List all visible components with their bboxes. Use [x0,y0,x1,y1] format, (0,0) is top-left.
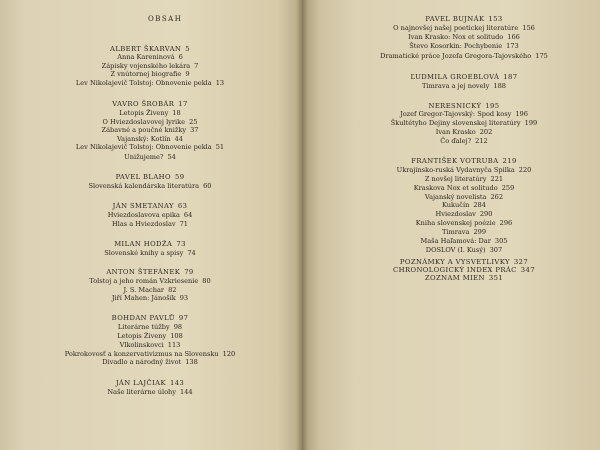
toc-entry-title: Tolstoj a jeho román Vzkriesenie [89,277,199,285]
toc-entry [124,286,177,294]
toc-author-heading [113,202,188,210]
toc-entry [400,110,528,118]
toc-page-number: 54 [167,153,176,161]
toc-page-number: 120 [222,350,236,358]
toc-page-number: 37 [190,126,199,134]
toc-page-number: 6 [178,53,183,61]
toc-entry-title: JÁN SMETANAY [112,202,174,210]
toc-entry [425,175,503,183]
toc-entry [119,109,180,117]
toc-entry-title: Literárne túžby [117,323,170,331]
toc-entry-title: Kraskova Nox et solitudo [413,184,498,192]
toc-entry-title: Vlkolinskovci [119,341,164,349]
toc-entry-title: Kniha slovenskej poézie [415,219,496,227]
toc-entry [107,388,192,396]
toc-page-number: 63 [177,202,188,210]
toc-entry [102,358,198,366]
toc-page-number: 305 [494,237,508,245]
toc-page-number: 93 [179,294,189,302]
toc-entry [440,137,487,145]
toc-page-number: 13 [215,79,225,87]
toc-entry-title: ĽUDMILA GROEBLOVÁ [410,73,500,81]
toc-page-number: 290 [479,210,493,218]
toc-entry-title: Divadlo a národný život [102,358,182,366]
right-page [302,0,600,450]
toc-page-number: 18 [172,109,181,117]
toc-page-number: 9 [185,70,190,78]
toc-page-number: 138 [185,358,198,366]
toc-entry-title: Unižujeme? [124,153,164,161]
toc-entry-title: MILAN HODŽA [114,240,173,248]
toc-page-number: 144 [180,388,193,396]
toc-entry-title: ALBERT ŠKARVAN [110,45,182,53]
toc-page-number: 262 [490,193,504,201]
contents-title: OBSAH [148,15,183,23]
toc-entry-title: Vajanský novelista [424,193,487,201]
toc-entry-title: Naše literárne úlohy [107,388,177,396]
toc-entry [425,193,503,201]
toc-page-number: 153 [488,15,503,23]
toc-entry-title: Hlas a Hviezdoslav [112,220,176,228]
toc-page-number: 59 [174,173,185,181]
toc-entry-title: Letopis Živeny [119,109,169,117]
toc-author-heading [116,173,185,181]
toc-entry-title: ANTON ŠTEFÁNEK [106,268,181,276]
toc-entry-title: Kukučín [442,201,470,209]
toc-entry [117,53,183,61]
toc-entry [442,228,486,236]
toc-entry-title: BOHDAN PAVLŮ [111,314,175,322]
toc-entry [393,24,535,32]
toc-entry [436,128,493,136]
toc-entry-title: FRANTIŠEK VOTRUBA [411,157,499,165]
toc-entry [442,201,486,209]
toc-page-number: 196 [515,110,528,118]
toc-page-number: 175 [535,52,548,60]
toc-author-heading [393,266,535,274]
toc-entry-title: CHRONOLOGICKÝ INDEX PRÁC [393,266,517,274]
toc-entry-title: PAVEL BUJNÁK [425,15,485,23]
book-gutter [296,0,308,450]
toc-entry [118,323,182,331]
toc-entry-title: ZOZNAM MIEN [424,274,485,282]
toc-page-number: 173 [506,42,519,50]
toc-entry [117,332,183,340]
toc-entry [108,211,193,219]
toc-entry [112,220,188,228]
toc-entry-title: Lev Nikolajevič Tolstoj: Obnovenie pekla [75,79,212,87]
toc-entry-title: Slovenská kalendárska literatúra [88,182,200,190]
toc-page-number: 166 [507,33,520,41]
toc-entry [110,70,189,78]
toc-entry-title: J. S. Machar [123,286,165,294]
toc-page-number: 156 [522,24,535,32]
toc-entry-title: Škultétyho Dejiny slovenskej literatúry [390,119,521,127]
toc-author-heading [411,157,516,165]
toc-entry-title: POZNÁMKY A VYSVETLIVKY [399,258,510,266]
toc-page-number: 202 [479,128,493,136]
toc-entry-title: Maša Haľamová: Dar [420,237,491,245]
toc-entry [416,219,513,227]
toc-entry [89,182,212,190]
toc-page-number: 143 [169,379,185,387]
toc-entry-title: Jozef Gregor-Tajovský: Spod kosy [400,110,512,118]
toc-entry [65,350,235,358]
toc-entry-title: Ukrajinsko-ruská Vydavnyča Spilka [396,166,515,174]
toc-entry [112,294,188,302]
toc-page-number: 199 [524,119,538,127]
toc-entry-title: Z novšej literatúry [424,175,487,183]
toc-entry-title: Hviezdoslavova epika [107,211,180,219]
toc-page-number: 108 [170,332,183,340]
toc-page-number: 7 [194,62,199,70]
toc-page-number: 187 [503,73,518,81]
toc-page-number: 74 [187,249,196,257]
toc-entry-title: Timrava a jej novely [422,82,490,90]
toc-entry-title: Števo Kosorkin: Pochybenie [409,42,503,50]
toc-entry-title: JÁN LAJČIAK [115,379,166,387]
toc-entry [409,42,519,50]
toc-entry-title: Hviezdoslav [435,210,476,218]
toc-page-number: 221 [490,175,504,183]
toc-entry-title: Jiří Mahen: Jánošík [111,294,176,302]
toc-entry-title: Vajanský: Kotlín [117,135,171,143]
toc-page-number: 212 [475,137,488,145]
toc-entry [103,118,198,126]
toc-entry [102,126,199,134]
toc-entry [422,82,506,90]
toc-entry [117,135,183,143]
toc-page-number: 25 [189,118,198,126]
toc-entry-title: Z vnútornej biografie [110,70,182,78]
toc-page-number: 347 [520,266,535,274]
toc-page-number: 307 [489,246,503,254]
toc-author-heading [112,314,189,322]
toc-entry [426,246,502,254]
toc-page-number: 44 [174,135,183,143]
toc-entry [397,166,532,174]
toc-author-heading [425,274,503,282]
toc-entry-title: NERESNICKÝ [428,102,482,110]
toc-page-number: 284 [473,201,486,209]
toc-entry-title: O najnovšej našej poetickej literatúre [393,24,519,32]
toc-author-heading [428,102,499,110]
toc-page-number: 64 [183,211,193,219]
toc-page-number: 299 [473,228,487,236]
toc-author-heading [110,45,190,53]
toc-page-number: 98 [173,323,183,331]
toc-entry-title: Čo ďalej? [440,137,472,145]
toc-page-number: 351 [488,274,504,282]
toc-entry-title: Anna Kareninová [117,53,175,61]
toc-page-number: 82 [168,286,177,294]
toc-entry-title: Dramatické práce Jozefa Gregora-Tajovského [380,52,532,60]
toc-entry-title: Lev Nikolajevič Tolstoj: Obnovenie pekla [75,143,212,151]
toc-entry-title: Ivan Krasko: Nox et solitudo [408,33,504,41]
toc-page-number: 80 [202,277,211,285]
toc-entry-title: Letopis Živeny [117,332,167,340]
toc-author-heading [116,379,184,387]
toc-entry-title: Zábavné a poučné knižky [101,126,187,134]
toc-page-number: 327 [513,258,529,266]
toc-page-number: 188 [493,82,506,90]
toc-entry-title: VAVRO ŠROBÁR [112,100,175,108]
toc-page-number: 220 [518,166,532,174]
toc-page-number: 73 [176,240,186,248]
toc-page-number: 195 [485,102,500,110]
toc-page-number: 97 [178,314,189,322]
toc-page-number: 17 [178,100,188,108]
toc-entry [421,237,508,245]
toc-entry [104,249,196,257]
toc-author-heading [114,240,186,248]
toc-page-number: 296 [499,219,513,227]
toc-page-number: 259 [501,184,515,192]
toc-page-number: 79 [184,268,194,276]
toc-entry-title: Slovenské knihy a spisy [104,249,184,257]
toc-entry [76,143,224,151]
toc-page-number: 60 [203,182,212,190]
toc-author-heading [400,258,528,266]
toc-author-heading [112,100,187,108]
toc-author-heading [411,73,518,81]
toc-entry-title: Pokrokovosť a konzervativizmus na Slovensku [64,350,219,358]
toc-entry [102,62,199,70]
toc-entry [120,341,181,349]
toc-entry-title: Timrava [441,228,470,236]
toc-entry [380,52,548,60]
toc-entry [76,79,224,87]
toc-entry [89,277,210,285]
toc-entry-title: Ivan Krasko [435,128,476,136]
toc-entry-title: PAVEL BLAHO [115,173,171,181]
toc-author-heading [425,15,502,23]
toc-page-number: 71 [179,220,188,228]
toc-page-number: 113 [167,341,181,349]
toc-entry [391,119,538,127]
toc-entry-title: O Hviezdoslavovej lyrike [102,118,186,126]
toc-entry-title: Zápisky vojenského lekára [101,62,191,70]
toc-entry [414,184,515,192]
toc-entry [124,153,176,161]
toc-entry [408,33,520,41]
toc-entry [436,210,493,218]
toc-page-number: 219 [502,157,517,165]
toc-page-number: 51 [215,143,225,151]
toc-author-heading [106,268,193,276]
toc-page-number: 5 [185,45,190,53]
toc-entry-title: DOSLOV (I. Kusý) [425,246,486,254]
